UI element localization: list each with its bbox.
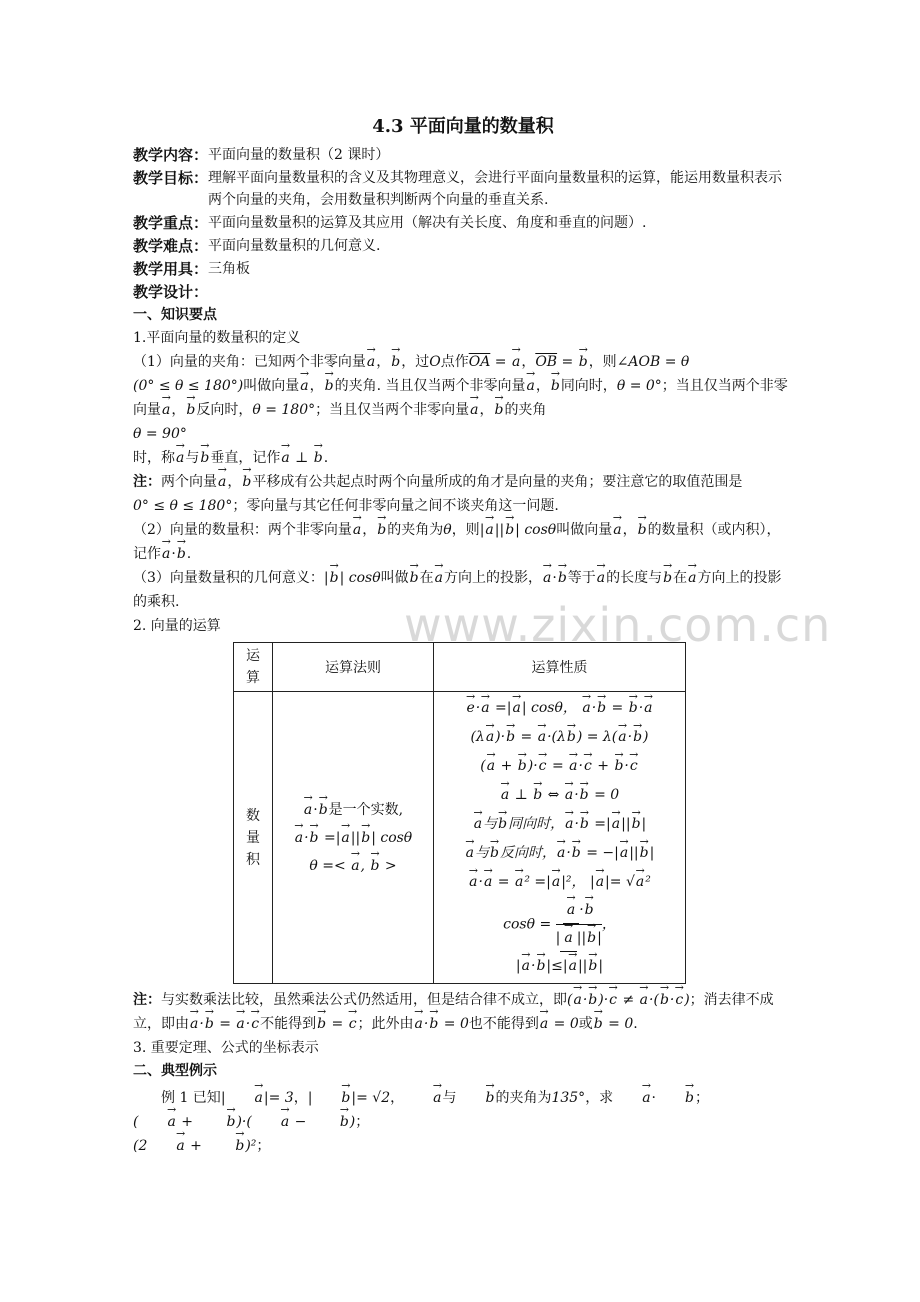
header-row-goal — [133, 167, 793, 211]
table-header: 运算法则 — [273, 643, 434, 692]
header-label: 教学设计： — [133, 283, 209, 301]
example-1: 例 1 已知| → a|= 3，| → b|= √2， → a与 → b的夹角为135°，求 → a· → b； ( → a + → b)·( → a − → b)； (2 → a + → b)²； — [133, 1086, 793, 1158]
page-title: 4.3 平面向量的数量积 — [372, 116, 554, 137]
table-cell-rules: → a·→ b是一个实数, → a·→ b =|→ a||→ b| cosθ θ =< → a, → b > — [273, 692, 434, 984]
header-value — [208, 281, 793, 303]
table-row-label: 数 量 积 — [234, 692, 273, 984]
note-operations: 注：与实数乘法比较，虽然乘法公式仍然适用，但是结合律不成立，即(→ a·→ b)·→ c ≠ → a·(→ b·→ c)；消去律不成立，即由→ a·→ b = → a·→ c不能得到→ b = → c；此外由→ a·→ b = 0也不能得到→ a = 0或→ b = 0. — [133, 988, 793, 1036]
table-header: 运算性质 — [434, 643, 686, 692]
header-row-content — [133, 144, 793, 166]
header-value: 平面向量数量积的运算及其应用（解决有关长度、角度和垂直的问题）. — [208, 215, 647, 231]
table-cell-properties: → e·→ a =|→ a| cosθ， → a·→ b = → b·→ a (λ→ a)·→ b = → a·(λ→ b) = λ(→ a·→ b) (→ a + → b)·→ c = → a·→ c + → b·→ c → a ⊥ → b ⇔ → a·→ b = 0 → a与→ b同向时，→ a·→ b =|→ a||→ b| → a与→ b反向时，→ a·→ b = −|→ a||→ b| → a·→ a = → a² =|→ a|²， |→ a|= √→ a² cosθ = → $\frac{a \cdot\to b}{| \to a ||\to b|}$ ， |→ a·→ b|≤|→ a||→ b| — [434, 692, 686, 984]
paragraph-angle: （1）向量的夹角：已知两个非零向量→ a，→ b，过O点作$\overline{OA}$ = → a，$\overline{OB}$ = → b，则∠AOB = θ (0° ≤ θ ≤ 180°)叫做向量→ a，→ b的夹角. 当且仅当两个非零向量→ a，→ b同向时，θ = 0°；当且仅当两个非零向量→ a，→ b反向时，θ = 180°；当且仅当两个非零向量→ a，→ b的夹角 θ = 90° 时，称→ a与→ b垂直，记作→ a ⊥ → b. — [133, 350, 793, 470]
watermark: www.zixin.com.cn — [404, 598, 832, 652]
paragraph-geometric-meaning: （3）向量数量积的几何意义：|→ b| cosθ叫做→ b在→ a方向上的投影，→ a·→ b等于→ a的长度与→ b在→ a方向上的投影的乘积. — [133, 566, 793, 614]
header-value: 平面向量数量积的几何意义. — [208, 238, 381, 254]
header-row-key — [133, 212, 793, 234]
header-label: 教学重点： — [133, 214, 209, 232]
table-header: 运 算 — [234, 643, 273, 692]
header-value: 三角板 — [208, 261, 251, 277]
paragraph-dot-product: （2）向量的数量积：两个非零向量→ a，→ b的夹角为θ，则|→ a||→ b| cosθ叫做向量→ a，→ b的数量积（或内积），记作→ a·→ b. — [133, 518, 793, 566]
header-label: 教学内容： — [133, 146, 209, 164]
header-row-tools — [133, 258, 793, 280]
subsection-heading: 2. 向量的运算 — [133, 618, 221, 634]
section-heading: 一、知识要点 — [133, 307, 217, 323]
subsection-heading: 1.平面向量的数量积的定义 — [133, 330, 301, 346]
header-label: 教学目标： — [133, 169, 209, 187]
header-row-difficulty — [133, 235, 793, 257]
section-heading: 二、典型例示 — [133, 1063, 217, 1079]
subsection-heading: 3. 重要定理、公式的坐标表示 — [133, 1040, 319, 1056]
header-label: 教学用具： — [133, 260, 209, 278]
header-label: 教学难点： — [133, 237, 209, 255]
header-value: 理解平面向量数量积的含义及其物理意义，会进行平面向量数量积的运算，能运用数量积表示两个向量的夹角，会用数量积判断两个向量的垂直关系. — [208, 170, 783, 208]
header-value: 平面向量的数量积（2 课时） — [208, 147, 390, 163]
header-row-design — [133, 281, 793, 303]
document-page — [133, 112, 793, 1158]
note-angle: 注：两个向量→ a，→ b平移成有公共起点时两个向量所成的角才是向量的夹角；要注意它的取值范围是0° ≤ θ ≤ 180°；零向量与其它任何非零向量之间不谈夹角这一问题. — [133, 470, 793, 518]
operations-table — [233, 642, 686, 984]
